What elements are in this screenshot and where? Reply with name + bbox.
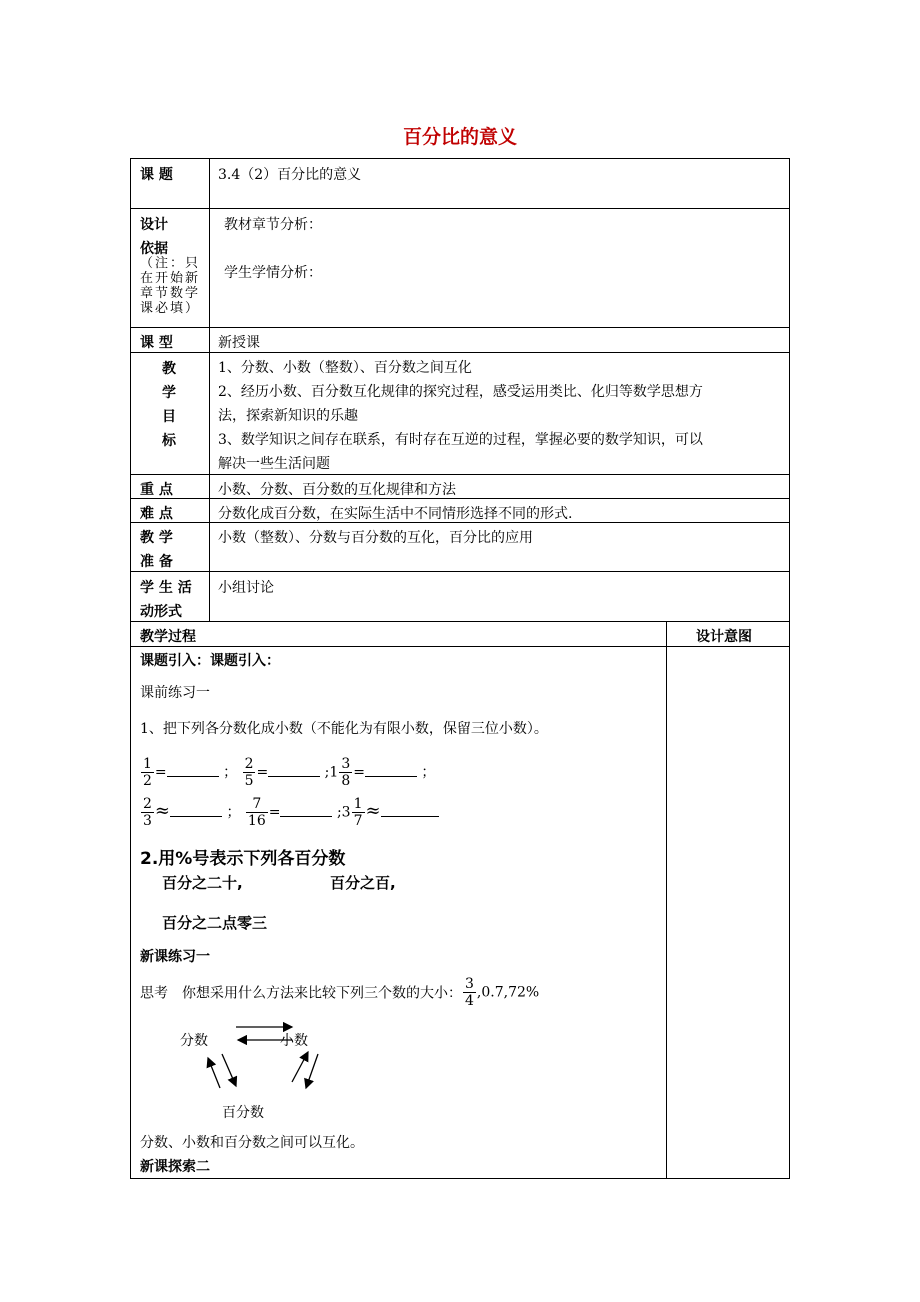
- exercise-2-item: 百分之百,: [330, 874, 396, 892]
- arrow-decimal-to-percent: [306, 1054, 318, 1088]
- fraction: $\frac{3}{4}$: [465, 976, 474, 1009]
- goal-line: 1、分数、小数（整数）、百分数之间互化: [218, 360, 472, 376]
- basis-label-2: 依据: [140, 241, 168, 257]
- prep-label-1: 教 学: [140, 530, 173, 546]
- topic-label: 课 题: [140, 167, 173, 183]
- fraction-row-1: $\frac{1}{2}$ = ； $\frac{2}{5}$ = ;1 $\frac{3}{8}$ = ；: [143, 756, 436, 789]
- goal-char: 目: [162, 409, 176, 425]
- basis-note: （注：只在开始新章节数学课必填）: [140, 256, 201, 316]
- exercise-2-item: 百分之二点零三: [162, 914, 268, 932]
- prep-label-2: 准 备: [140, 554, 173, 570]
- type-value: 新授课: [218, 335, 260, 351]
- fraction: $\frac{7}{16}$: [247, 796, 266, 829]
- topic-value: 3.4（2）百分比的意义: [218, 167, 362, 183]
- pre-exercise: 课前练习一: [140, 685, 210, 701]
- conclusion-text: 分数、小数和百分数之间可以互化。: [140, 1135, 364, 1151]
- prep-value: 小数（整数）、分数与百分数的互化，百分比的应用: [218, 530, 533, 546]
- type-label: 课 型: [140, 335, 173, 351]
- process-header: 教学过程: [140, 629, 196, 645]
- page-title: 百分比的意义: [402, 126, 517, 148]
- activity-value: 小组讨论: [218, 580, 274, 596]
- goal-line: 解决一些生活问题: [218, 456, 330, 472]
- goal-line: 3、数学知识之间存在联系，有时存在互逆的过程，掌握必要的数学知识，可以: [218, 432, 703, 448]
- fraction: $\frac{3}{8}$: [341, 756, 351, 789]
- exercise-2-title: 2.用%号表示下列各百分数: [140, 849, 346, 869]
- basis-line-2: 学生学情分析：: [224, 265, 322, 281]
- difficulty-value: 分数化成百分数，在实际生活中不同情形选择不同的形式.: [218, 506, 573, 522]
- intro-heading: 课题引入：课题引入：: [140, 653, 280, 669]
- fraction-row-2: $\frac{2}{3}$ ≈ ； $\frac{7}{16}$ = ;3 $\frac{1}{7}$ ≈: [140, 796, 439, 829]
- key-value: 小数、分数、百分数的互化规律和方法: [218, 482, 456, 498]
- key-label: 重 点: [140, 482, 173, 498]
- basis-line-1: 教材章节分析：: [224, 217, 322, 233]
- exercise-2-item: 百分之二十,: [162, 874, 243, 892]
- think-line: 思考 你想采用什么方法来比较下列三个数的大小： $\frac{3}{4}$ ,0.7,72%: [140, 976, 540, 1009]
- arrow-percent-to-decimal: [292, 1052, 308, 1082]
- diagram-percent-label: 百分数: [222, 1105, 264, 1121]
- new-explore-heading: 新课探索二: [140, 1159, 210, 1175]
- basis-label-1: 设计: [140, 217, 168, 233]
- goal-char: 教: [162, 361, 176, 377]
- goal-char: 学: [162, 385, 176, 401]
- goal-line: 法，探索新知识的乐趣: [218, 408, 358, 424]
- fraction: $\frac{2}{5}$: [244, 756, 254, 789]
- design-intent-header: 设计意图: [696, 629, 752, 645]
- arrow-fraction-to-percent: [222, 1054, 236, 1086]
- conversion-arrows: [200, 1018, 340, 1098]
- activity-label-1: 学 生 活: [140, 580, 192, 596]
- fraction: $\frac{1}{7}$: [353, 796, 363, 829]
- goal-line: 2、经历小数、百分数互化规律的探究过程，感受运用类比、化归等数学思想方: [218, 384, 703, 400]
- arrow-percent-to-fraction: [208, 1058, 220, 1088]
- goal-char: 标: [162, 433, 176, 449]
- difficulty-label: 难 点: [140, 506, 173, 522]
- new-exercise-heading: 新课练习一: [140, 949, 210, 965]
- activity-label-2: 动形式: [140, 604, 182, 620]
- diagram-fraction-label: 分数: [180, 1033, 208, 1049]
- diagram-decimal-label: 小数: [280, 1033, 308, 1049]
- fraction: $\frac{2}{3}$: [143, 796, 152, 829]
- fraction: $\frac{1}{2}$: [143, 756, 152, 789]
- exercise-1: 1、把下列各分数化成小数（不能化为有限小数，保留三位小数）。: [140, 721, 548, 737]
